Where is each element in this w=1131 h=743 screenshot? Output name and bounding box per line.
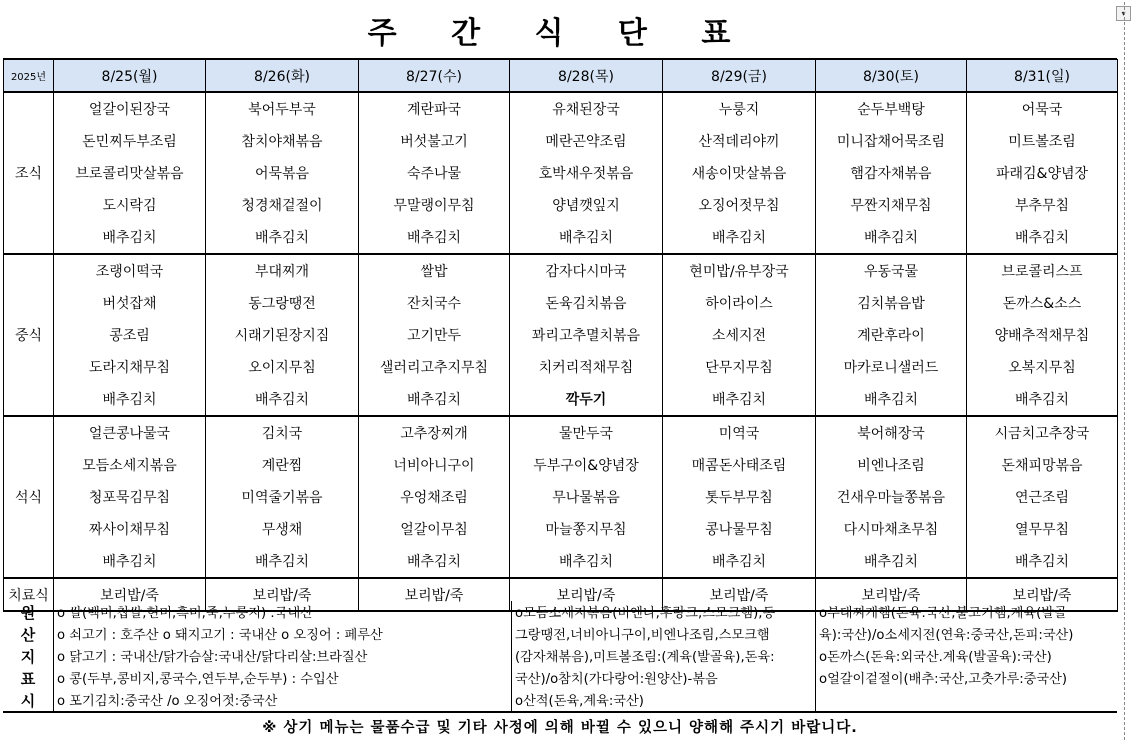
- menu-cell[interactable]: 오징어젓무침: [663, 189, 816, 221]
- origin-label-char: 시: [20, 691, 36, 710]
- menu-row: [4, 92, 1118, 125]
- origin-section: [3, 601, 1117, 713]
- menu-cell[interactable]: 잔치국수: [359, 287, 510, 319]
- year-cell: 2025년: [4, 60, 54, 93]
- menu-cell[interactable]: 쌀밥: [359, 254, 510, 287]
- menu-row: [4, 125, 1118, 157]
- menu-cell[interactable]: 얼갈이된장국: [54, 92, 206, 125]
- menu-cell[interactable]: 어묵국: [967, 92, 1118, 125]
- menu-cell[interactable]: 콩조림: [54, 319, 206, 351]
- menu-row: [4, 416, 1118, 449]
- menu-cell[interactable]: 배추김치: [663, 221, 816, 254]
- menu-cell[interactable]: 배추김치: [54, 383, 206, 416]
- menu-cell[interactable]: 비엔나조림: [816, 449, 967, 481]
- menu-cell[interactable]: 배추김치: [206, 545, 359, 578]
- menu-cell[interactable]: 도라지채무침: [54, 351, 206, 383]
- origin-column-2: [511, 601, 815, 711]
- chevron-down-icon[interactable]: ▾: [1116, 6, 1131, 21]
- menu-cell[interactable]: 햄감자채볶음: [816, 157, 967, 189]
- menu-cell[interactable]: 모듬소세지볶음: [54, 449, 206, 481]
- menu-cell[interactable]: 미역줄기볶음: [206, 481, 359, 513]
- menu-cell[interactable]: 콩나물무침: [663, 513, 816, 545]
- menu-row: [4, 157, 1118, 189]
- menu-row: [4, 513, 1118, 545]
- menu-cell[interactable]: 양배추적채무침: [967, 319, 1118, 351]
- menu-row: [4, 319, 1118, 351]
- menu-cell[interactable]: 배추김치: [967, 383, 1118, 416]
- menu-cell[interactable]: 샐러리고추지무침: [359, 351, 510, 383]
- menu-cell[interactable]: 배추김치: [206, 383, 359, 416]
- menu-cell[interactable]: 고추장찌개: [359, 416, 510, 449]
- menu-cell[interactable]: 깍두기: [510, 383, 663, 416]
- menu-cell[interactable]: 무짠지채무침: [816, 189, 967, 221]
- menu-cell[interactable]: 배추김치: [206, 221, 359, 254]
- menu-cell[interactable]: 버섯불고기: [359, 125, 510, 157]
- menu-cell[interactable]: 계란파국: [359, 92, 510, 125]
- menu-cell[interactable]: 소세지전: [663, 319, 816, 351]
- menu-cell[interactable]: 북어두부국: [206, 92, 359, 125]
- menu-cell[interactable]: 김치볶음밥: [816, 287, 967, 319]
- date-header[interactable]: 8/27(수): [359, 60, 510, 93]
- therapy-cell[interactable]: 보리밥/죽: [359, 578, 510, 611]
- menu-row: [4, 449, 1118, 481]
- origin-label-char: 원: [20, 603, 36, 622]
- origin-line: o모듬소세지볶음(비엔나,후랑크,스모크햄),동: [515, 606, 776, 621]
- menu-cell[interactable]: 산적데리야끼: [663, 125, 816, 157]
- origin-line: o산적(돈육,계육:국산): [515, 694, 644, 709]
- menu-cell[interactable]: 미역국: [663, 416, 816, 449]
- menu-cell[interactable]: 브로콜리스프: [967, 254, 1118, 287]
- menu-row: [4, 383, 1118, 416]
- menu-cell[interactable]: 무생채: [206, 513, 359, 545]
- origin-line: 국산)/o참치(가다랑어:원양산)-볶음: [515, 672, 718, 687]
- notice-text: ※ 상기 메뉴는 물품수급 및 기타 사정에 의해 바뀔 수 있으니 양해해 주시기 바랍니다.: [262, 720, 858, 736]
- menu-cell[interactable]: 메란곤약조림: [510, 125, 663, 157]
- date-header[interactable]: 8/30(토): [816, 60, 967, 93]
- menu-cell[interactable]: 열무무침: [967, 513, 1118, 545]
- menu-cell[interactable]: 감자다시마국: [510, 254, 663, 287]
- menu-cell[interactable]: 단무지무침: [663, 351, 816, 383]
- date-header[interactable]: 8/29(금): [663, 60, 816, 93]
- therapy-cell[interactable]: 보리밥/죽: [54, 578, 206, 611]
- menu-cell[interactable]: 돈채피망볶음: [967, 449, 1118, 481]
- menu-cell[interactable]: 호박새우젓볶음: [510, 157, 663, 189]
- menu-cell[interactable]: 배추김치: [54, 221, 206, 254]
- menu-cell[interactable]: 배추김치: [967, 221, 1118, 254]
- menu-cell[interactable]: 마늘쫑지무침: [510, 513, 663, 545]
- menu-cell[interactable]: 매콤돈사태조림: [663, 449, 816, 481]
- menu-cell[interactable]: 조랭이떡국: [54, 254, 206, 287]
- date-header[interactable]: 8/26(화): [206, 60, 359, 93]
- menu-cell[interactable]: 순두부백탕: [816, 92, 967, 125]
- menu-row: [4, 545, 1118, 578]
- origin-line: o부대찌개햄(돈육:국산,불고기햄,계육(발골: [819, 606, 1067, 621]
- menu-sheet: [3, 2, 1126, 740]
- menu-cell[interactable]: 청포묵김무침: [54, 481, 206, 513]
- menu-cell[interactable]: 배추김치: [510, 221, 663, 254]
- menu-cell[interactable]: 미트볼조림: [967, 125, 1118, 157]
- origin-line: o 포기김치:중국산 /o 오징어젓:중국산: [57, 694, 278, 709]
- menu-cell[interactable]: 오이지무침: [206, 351, 359, 383]
- menu-cell[interactable]: 현미밥/유부장국: [663, 254, 816, 287]
- menu-cell[interactable]: 톳두부무침: [663, 481, 816, 513]
- menu-cell[interactable]: 부대찌개: [206, 254, 359, 287]
- meal-label: 석식: [4, 416, 54, 578]
- menu-cell[interactable]: 배추김치: [510, 545, 663, 578]
- date-header[interactable]: 8/31(일): [967, 60, 1118, 93]
- menu-cell[interactable]: 양념깻잎지: [510, 189, 663, 221]
- date-header[interactable]: 8/28(목): [510, 60, 663, 93]
- menu-cell[interactable]: 배추김치: [816, 545, 967, 578]
- menu-cell[interactable]: 시금치고추장국: [967, 416, 1118, 449]
- origin-label: [3, 601, 54, 711]
- menu-cell[interactable]: 무말랭이무침: [359, 189, 510, 221]
- origin-line: o돈까스(돈육:외국산.계육(발골육):국산): [819, 650, 1052, 665]
- menu-cell[interactable]: 숙주나물: [359, 157, 510, 189]
- menu-cell[interactable]: 무나물볶음: [510, 481, 663, 513]
- menu-cell[interactable]: 고기만두: [359, 319, 510, 351]
- menu-cell[interactable]: 돈까스&소스: [967, 287, 1118, 319]
- menu-cell[interactable]: 배추김치: [967, 545, 1118, 578]
- menu-cell[interactable]: 버섯잡채: [54, 287, 206, 319]
- menu-row: [4, 189, 1118, 221]
- menu-cell[interactable]: 어묵볶음: [206, 157, 359, 189]
- meal-label: 중식: [4, 254, 54, 416]
- page-break-line: [1124, 2, 1125, 740]
- origin-line: 그랑땡전,너비아니구이,비엔나조림,스모크햄: [515, 628, 770, 643]
- menu-cell[interactable]: 우엉채조림: [359, 481, 510, 513]
- menu-cell[interactable]: 얼큰콩나물국: [54, 416, 206, 449]
- therapy-label: 치료식: [4, 578, 54, 611]
- menu-cell[interactable]: 참치야채볶음: [206, 125, 359, 157]
- menu-cell[interactable]: 건새우마늘쫑볶음: [816, 481, 967, 513]
- menu-cell[interactable]: 짜사이채무침: [54, 513, 206, 545]
- menu-cell[interactable]: 누룽지: [663, 92, 816, 125]
- menu-cell[interactable]: 마카로니샐러드: [816, 351, 967, 383]
- menu-cell[interactable]: 두부구이&양념장: [510, 449, 663, 481]
- menu-cell[interactable]: 배추김치: [816, 383, 967, 416]
- origin-column-1: [57, 603, 507, 713]
- origin-line: o 쇠고기 : 호주산 o 돼지고기 : 국내산 o 오징어 : 페루산: [57, 628, 383, 643]
- menu-cell[interactable]: 배추김치: [359, 545, 510, 578]
- menu-cell[interactable]: 청경채겉절이: [206, 189, 359, 221]
- menu-cell[interactable]: 도시락김: [54, 189, 206, 221]
- menu-cell[interactable]: 계란후라이: [816, 319, 967, 351]
- menu-cell[interactable]: 계란찜: [206, 449, 359, 481]
- therapy-cell[interactable]: 보리밥/죽: [510, 578, 663, 611]
- menu-row: [4, 287, 1118, 319]
- origin-line: o 콩(두부,콩비지,콩국수,연두부,순두부) : 수입산: [57, 672, 339, 687]
- menu-cell[interactable]: 브로콜리맛살볶음: [54, 157, 206, 189]
- origin-line: o 닭고기 : 국내산/닭가슴살:국내산/닭다리살:브라질산: [57, 650, 368, 665]
- menu-cell[interactable]: 배추김치: [359, 221, 510, 254]
- menu-cell[interactable]: 배추김치: [359, 383, 510, 416]
- origin-line: o얼갈이겉절이(배추:국산,고춧가루:중국산): [819, 672, 1067, 687]
- menu-cell[interactable]: 연근조림: [967, 481, 1118, 513]
- origin-line: 육):국산)/o소세지전(연육:중국산,돈피:국산): [819, 628, 1074, 643]
- menu-cell[interactable]: 부추무침: [967, 189, 1118, 221]
- menu-row: [4, 254, 1118, 287]
- menu-cell[interactable]: 치커리적채무침: [510, 351, 663, 383]
- origin-label-char: 표: [20, 669, 36, 688]
- origin-line: o 쌀(백미,찹쌀,현미,흑미,죽,누룽지) :국내산: [57, 606, 313, 621]
- menu-cell[interactable]: 꽈리고추멸치볶음: [510, 319, 663, 351]
- menu-cell[interactable]: 오복지무침: [967, 351, 1118, 383]
- menu-row: [4, 351, 1118, 383]
- menu-cell[interactable]: 너비아니구이: [359, 449, 510, 481]
- origin-label-char: 산: [20, 625, 36, 644]
- date-header[interactable]: 8/25(월): [54, 60, 206, 93]
- menu-cell[interactable]: 배추김치: [816, 221, 967, 254]
- menu-cell[interactable]: 시래기된장지짐: [206, 319, 359, 351]
- menu-cell[interactable]: 배추김치: [663, 545, 816, 578]
- origin-column-3: [815, 601, 1117, 711]
- menu-cell[interactable]: 우동국물: [816, 254, 967, 287]
- menu-cell[interactable]: 김치국: [206, 416, 359, 449]
- therapy-cell[interactable]: 보리밥/죽: [206, 578, 359, 611]
- menu-cell[interactable]: 미니잡채어묵조림: [816, 125, 967, 157]
- menu-row: [4, 221, 1118, 254]
- menu-cell[interactable]: 하이라이스: [663, 287, 816, 319]
- page-title: 주 간 식 단 표: [3, 2, 1117, 60]
- menu-cell[interactable]: 배추김치: [54, 545, 206, 578]
- therapy-cell[interactable]: 보리밥/죽: [816, 578, 967, 611]
- menu-cell[interactable]: 물만두국: [510, 416, 663, 449]
- origin-line: (감자채볶음),미트볼조림:(계육(발골육),돈육:: [515, 650, 775, 665]
- menu-cell[interactable]: 동그랑땡전: [206, 287, 359, 319]
- meal-label: 조식: [4, 92, 54, 254]
- menu-cell[interactable]: 얼갈이무침: [359, 513, 510, 545]
- menu-cell[interactable]: 북어해장국: [816, 416, 967, 449]
- weekly-menu-table: [3, 59, 1118, 612]
- menu-cell[interactable]: 파래김&양념장: [967, 157, 1118, 189]
- menu-cell[interactable]: 유채된장국: [510, 92, 663, 125]
- therapy-cell[interactable]: 보리밥/죽: [967, 578, 1118, 611]
- therapy-cell[interactable]: 보리밥/죽: [663, 578, 816, 611]
- menu-row: [4, 481, 1118, 513]
- origin-label-char: 지: [20, 647, 36, 666]
- menu-cell[interactable]: 돈육김치볶음: [510, 287, 663, 319]
- menu-cell[interactable]: 새송이맛살볶음: [663, 157, 816, 189]
- date-header-row: [4, 60, 1118, 93]
- menu-cell[interactable]: 돈민찌두부조림: [54, 125, 206, 157]
- menu-cell[interactable]: 다시마채초무침: [816, 513, 967, 545]
- menu-cell[interactable]: 배추김치: [663, 383, 816, 416]
